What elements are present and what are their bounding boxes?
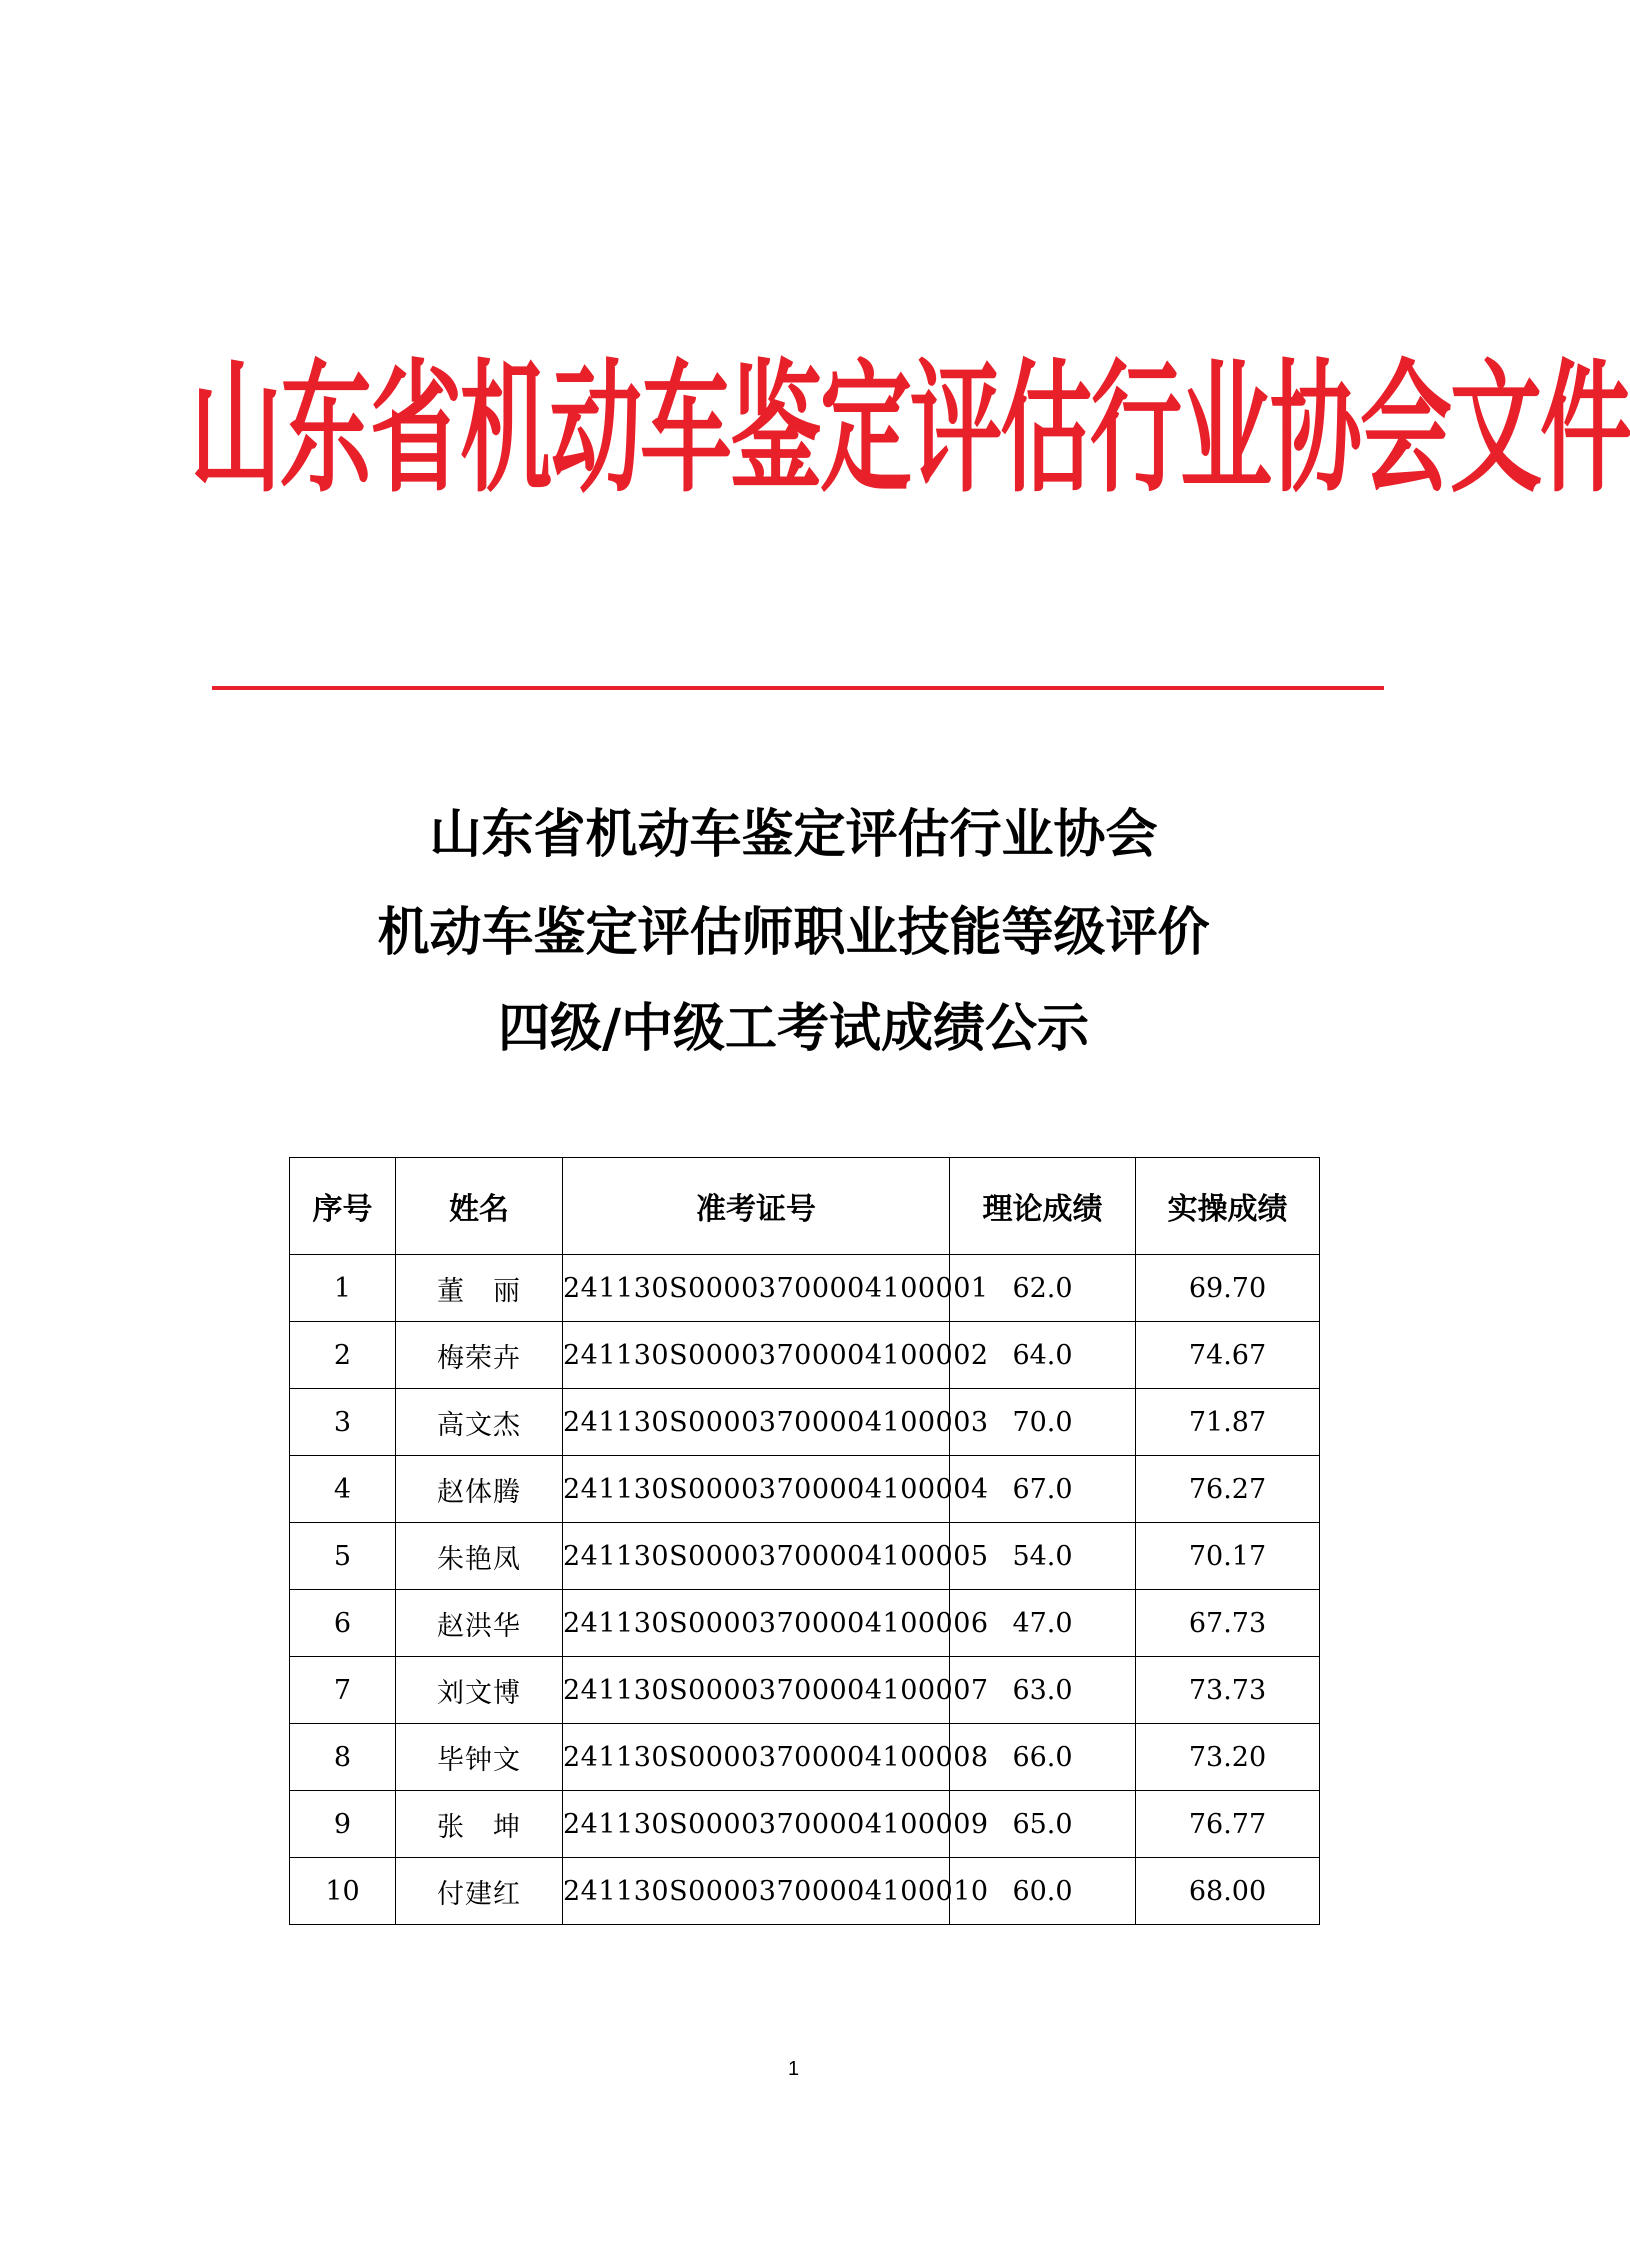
cell-name: 高文杰: [396, 1389, 563, 1456]
table-row: [290, 1255, 1320, 1322]
cell-practical-score: 69.70: [1136, 1255, 1320, 1322]
table-row: [290, 1657, 1320, 1724]
cell-name: 毕钟文: [396, 1724, 563, 1791]
page-number: 1: [787, 2058, 800, 2080]
table-row: [290, 1389, 1320, 1456]
document-title-line-1: 山东省机动车鉴定评估行业协会: [429, 804, 1158, 865]
cell-exam-id: 241130S00003700004100002: [563, 1322, 950, 1389]
cell-practical-score: 73.73: [1136, 1657, 1320, 1724]
cell-name: 赵体腾: [396, 1456, 563, 1523]
cell-seq: 3: [290, 1389, 396, 1456]
cell-practical-score: 68.00: [1136, 1858, 1320, 1925]
cell-practical-score: 76.77: [1136, 1791, 1320, 1858]
cell-exam-id: 241130S00003700004100003: [563, 1389, 950, 1456]
table-row: [290, 1456, 1320, 1523]
document-title-line-2: 机动车鉴定评估师职业技能等级评价: [377, 902, 1210, 963]
cell-theory-score: 63.0: [950, 1657, 1136, 1724]
cell-seq: 6: [290, 1590, 396, 1657]
cell-seq: 5: [290, 1523, 396, 1590]
cell-practical-score: 70.17: [1136, 1523, 1320, 1590]
cell-practical-score: 73.20: [1136, 1724, 1320, 1791]
cell-name: 付建红: [396, 1858, 563, 1925]
table-row: [290, 1858, 1320, 1925]
table-header-row: [290, 1158, 1320, 1255]
cell-exam-id: 241130S00003700004100007: [563, 1657, 950, 1724]
header-theory-score: 理论成绩: [950, 1158, 1136, 1255]
cell-name: 董 丽: [396, 1255, 563, 1322]
cell-exam-id: 241130S00003700004100010: [563, 1858, 950, 1925]
table-row: [290, 1590, 1320, 1657]
table-row: [290, 1791, 1320, 1858]
cell-name: 张 坤: [396, 1791, 563, 1858]
cell-seq: 9: [290, 1791, 396, 1858]
cell-name: 刘文博: [396, 1657, 563, 1724]
letterhead-title-text: 山东省机动车鉴定评估行业协会文件: [190, 346, 1630, 513]
letterhead-title: [190, 330, 1630, 530]
cell-name: 朱艳凤: [396, 1523, 563, 1590]
cell-practical-score: 71.87: [1136, 1389, 1320, 1456]
table-row: [290, 1322, 1320, 1389]
cell-exam-id: 241130S00003700004100005: [563, 1523, 950, 1590]
cell-theory-score: 47.0: [950, 1590, 1136, 1657]
cell-exam-id: 241130S00003700004100009: [563, 1791, 950, 1858]
table-row: [290, 1724, 1320, 1791]
cell-theory-score: 66.0: [950, 1724, 1136, 1791]
cell-theory-score: 70.0: [950, 1389, 1136, 1456]
table-body: [290, 1255, 1320, 1925]
cell-practical-score: 76.27: [1136, 1456, 1320, 1523]
cell-theory-score: 65.0: [950, 1791, 1136, 1858]
cell-seq: 8: [290, 1724, 396, 1791]
header-name: 姓名: [396, 1158, 563, 1255]
table-row: [290, 1523, 1320, 1590]
cell-exam-id: 241130S00003700004100001: [563, 1255, 950, 1322]
header-exam-id: 准考证号: [563, 1158, 950, 1255]
letterhead-red-rule: [212, 686, 1384, 690]
cell-seq: 1: [290, 1255, 396, 1322]
header-seq: 序号: [290, 1158, 396, 1255]
cell-practical-score: 67.73: [1136, 1590, 1320, 1657]
cell-theory-score: 54.0: [950, 1523, 1136, 1590]
cell-seq: 2: [290, 1322, 396, 1389]
cell-exam-id: 241130S00003700004100004: [563, 1456, 950, 1523]
cell-practical-score: 74.67: [1136, 1322, 1320, 1389]
cell-seq: 7: [290, 1657, 396, 1724]
cell-seq: 10: [290, 1858, 396, 1925]
cell-name: 赵洪华: [396, 1590, 563, 1657]
cell-exam-id: 241130S00003700004100008: [563, 1724, 950, 1791]
cell-seq: 4: [290, 1456, 396, 1523]
score-table: [289, 1157, 1320, 1925]
document-title-line-3: 四级/中级工考试成绩公示: [498, 998, 1089, 1059]
cell-theory-score: 67.0: [950, 1456, 1136, 1523]
cell-theory-score: 62.0: [950, 1255, 1136, 1322]
cell-name: 梅荣卉: [396, 1322, 563, 1389]
cell-theory-score: 64.0: [950, 1322, 1136, 1389]
cell-exam-id: 241130S00003700004100006: [563, 1590, 950, 1657]
header-practical-score: 实操成绩: [1136, 1158, 1320, 1255]
cell-theory-score: 60.0: [950, 1858, 1136, 1925]
